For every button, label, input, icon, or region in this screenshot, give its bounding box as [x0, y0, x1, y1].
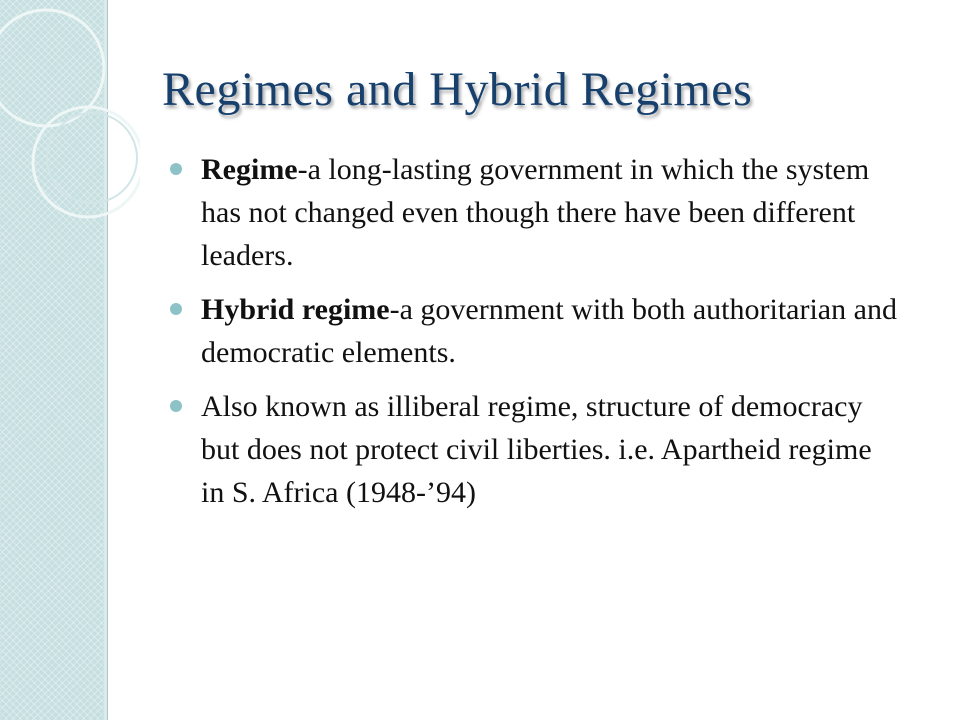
bullet-term: Hybrid regime [201, 293, 390, 326]
bullet-item [160, 385, 900, 514]
bullet-term: Regime [201, 153, 298, 186]
bullet-dot-icon [170, 400, 182, 412]
bullet-dot-icon [170, 163, 182, 175]
decorative-rings [0, 0, 140, 260]
slide-title: Regimes and Hybrid Regimes [162, 63, 753, 116]
bullet-list [160, 148, 900, 525]
bullet-text: -a long-lasting government in which the system has not changed even though there have been different leaders. [201, 153, 870, 272]
bullet-item [160, 288, 900, 374]
bullet-dot-icon [170, 303, 182, 315]
ring-large [0, 10, 104, 126]
ring-inner [47, 113, 137, 203]
bullet-text: Also known as illiberal regime, structure of democracy but does not protect civil liberties. i.e. Apartheid regime in S. Africa (1948-’94) [201, 390, 872, 509]
bullet-item [160, 148, 900, 277]
ring-small [33, 107, 140, 217]
bullet-text: -a government with both authoritarian and democratic elements. [201, 293, 897, 369]
